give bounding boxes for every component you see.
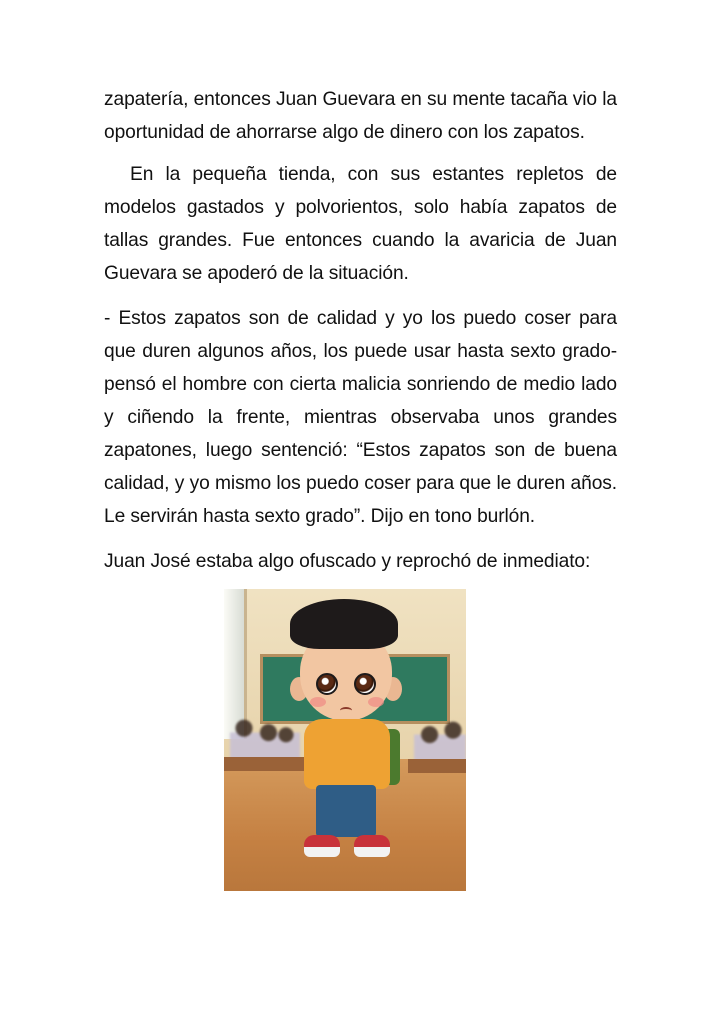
boy-character	[282, 599, 412, 884]
shirt	[304, 719, 390, 789]
paragraph-2: En la pequeña tienda, con sus estantes repletos de modelos gastados y polvorientos, solo había zapatos de tallas grandes. Fue entonces cuando la avaricia de Juan Guevara se apoderó de la situación.	[104, 164, 617, 284]
illustration-sad-boy-classroom	[224, 589, 466, 891]
eye-right	[354, 673, 376, 695]
hair	[290, 599, 398, 649]
shoe-left	[304, 835, 340, 857]
desk-right	[408, 759, 466, 773]
paragraph-4: Juan José estaba algo ofuscado y reprochó de inmediato:	[104, 551, 591, 572]
mouth	[340, 707, 352, 714]
eye-left	[316, 673, 338, 695]
cheek-right	[368, 697, 384, 707]
cheek-left	[310, 697, 326, 707]
shoe-right	[354, 835, 390, 857]
paragraph-1: zapatería, entonces Juan Guevara en su mente tacaña vio la oportunidad de ahorrarse algo de dinero con los zapatos.	[104, 89, 617, 143]
jeans	[316, 785, 376, 837]
paragraph-3: - Estos zapatos son de calidad y yo los puedo coser para que duren algunos años, los puede usar hasta sexto grado- pensó el hombre con cierta malicia sonriendo de medio lado y ciñendo la frente, mientras observaba unos grandes zapatones, luego sentenció: “Estos zapatos son de buena calidad, y yo mismo los puedo coser para que le duren años. Le servirán hasta sexto grado”. Dijo en tono burlón.	[104, 308, 617, 527]
students-right	[414, 717, 466, 761]
